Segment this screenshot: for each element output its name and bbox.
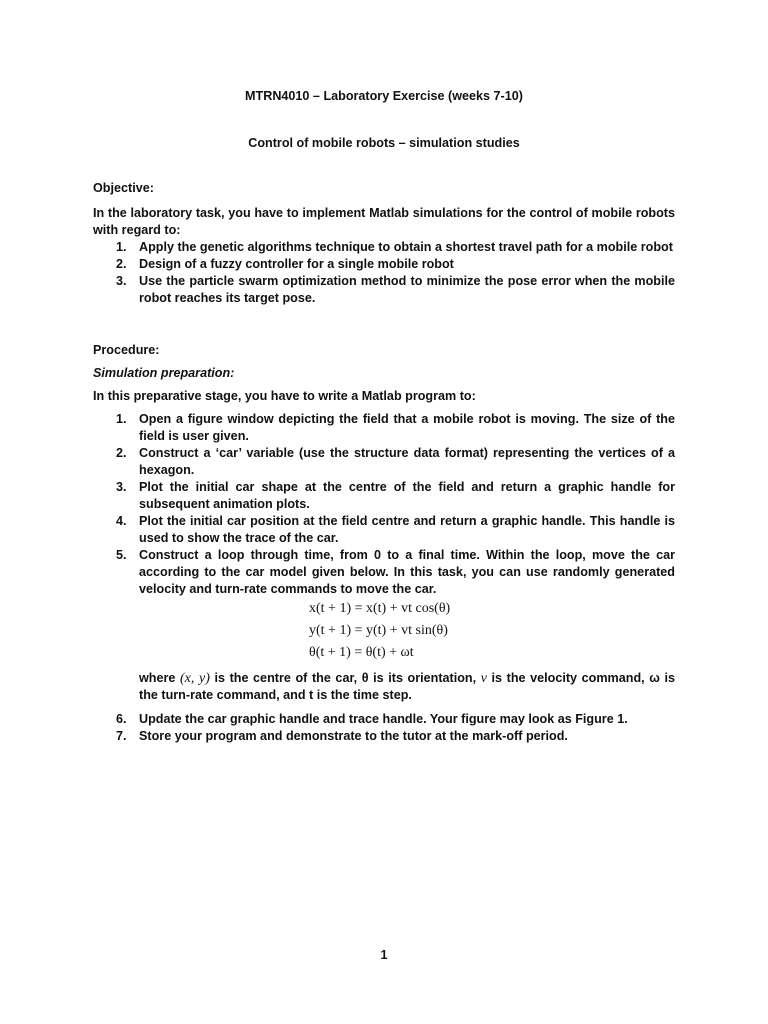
list-item bbox=[93, 273, 675, 307]
list-item-number: 1. bbox=[116, 240, 127, 254]
list-item-text: Plot the initial car position at the field centre and return a graphic handle. This handle is used to show the trace of the car. bbox=[139, 514, 675, 545]
document-subtitle: Control of mobile robots – simulation studies bbox=[248, 136, 520, 150]
where-mid1: is the centre of the car, θ is its orientation, bbox=[209, 671, 481, 685]
list-item-text: Open a figure window depicting the field that a mobile robot is moving. The size of the field is user given. bbox=[139, 412, 675, 443]
equation-theta: θ(t + 1) = θ(t) + ωt bbox=[309, 645, 414, 660]
procedure-list-continued bbox=[93, 711, 675, 745]
list-item bbox=[93, 479, 675, 513]
list-item-text: Design of a fuzzy controller for a single mobile robot bbox=[139, 257, 454, 271]
where-mid2: is the velocity command, ω is the turn-rate command, and t is the time step. bbox=[139, 671, 675, 702]
list-item bbox=[93, 547, 675, 598]
where-v: v bbox=[480, 671, 487, 686]
variable-explanation bbox=[139, 670, 675, 704]
list-item-number: 1. bbox=[116, 412, 127, 426]
list-item bbox=[93, 256, 675, 273]
where-prefix: where bbox=[139, 671, 180, 685]
list-item-number: 2. bbox=[116, 446, 127, 460]
list-item-number: 7. bbox=[116, 729, 127, 743]
procedure-heading: Procedure: bbox=[93, 343, 160, 357]
objective-heading: Objective: bbox=[93, 181, 154, 195]
list-item bbox=[93, 513, 675, 547]
page-number: 1 bbox=[380, 948, 388, 962]
list-item-number: 6. bbox=[116, 712, 127, 726]
where-xy: (x, y) bbox=[180, 671, 210, 686]
list-item bbox=[93, 239, 675, 256]
list-item-number: 3. bbox=[116, 480, 127, 494]
list-item bbox=[93, 445, 675, 479]
list-item-number: 2. bbox=[116, 257, 127, 271]
procedure-intro: In this preparative stage, you have to write a Matlab program to: bbox=[93, 389, 476, 403]
list-item-text: Use the particle swarm optimization method to minimize the pose error when the mobile robot reaches its target pose. bbox=[139, 274, 675, 305]
list-item-number: 3. bbox=[116, 274, 127, 288]
objective-list bbox=[93, 239, 675, 307]
procedure-subheading: Simulation preparation: bbox=[93, 366, 235, 380]
list-item bbox=[93, 411, 675, 445]
objective-intro: In the laboratory task, you have to implement Matlab simulations for the control of mobile robots with regard to: bbox=[93, 206, 675, 237]
list-item bbox=[93, 711, 675, 728]
list-item-text: Construct a ‘car’ variable (use the structure data format) representing the vertices of a hexagon. bbox=[139, 446, 675, 477]
procedure-list bbox=[93, 411, 675, 598]
document-title: MTRN4010 – Laboratory Exercise (weeks 7-10) bbox=[245, 89, 523, 103]
objective-section bbox=[93, 180, 675, 307]
list-item bbox=[93, 728, 675, 745]
list-item-number: 5. bbox=[116, 548, 127, 562]
equation-y: y(t + 1) = y(t) + vt sin(θ) bbox=[309, 623, 448, 638]
list-item-text: Construct a loop through time, from 0 to a final time. Within the loop, move the car according to the car model given below. In this task, you can use randomly generated velocity and turn-rate commands to move the car. bbox=[139, 548, 675, 596]
equation-x: x(t + 1) = x(t) + vt cos(θ) bbox=[309, 601, 451, 616]
list-item-text: Store your program and demonstrate to the tutor at the mark-off period. bbox=[139, 729, 568, 743]
procedure-section bbox=[93, 342, 675, 598]
procedure-list-2 bbox=[93, 711, 675, 745]
list-item-text: Update the car graphic handle and trace handle. Your figure may look as Figure 1. bbox=[139, 712, 628, 726]
car-model-equations bbox=[309, 598, 450, 664]
list-item-text: Plot the initial car shape at the centre of the field and return a graphic handle for subsequent animation plots. bbox=[139, 480, 675, 511]
list-item-number: 4. bbox=[116, 514, 127, 528]
list-item-text: Apply the genetic algorithms technique to obtain a shortest travel path for a mobile robot bbox=[139, 240, 673, 254]
